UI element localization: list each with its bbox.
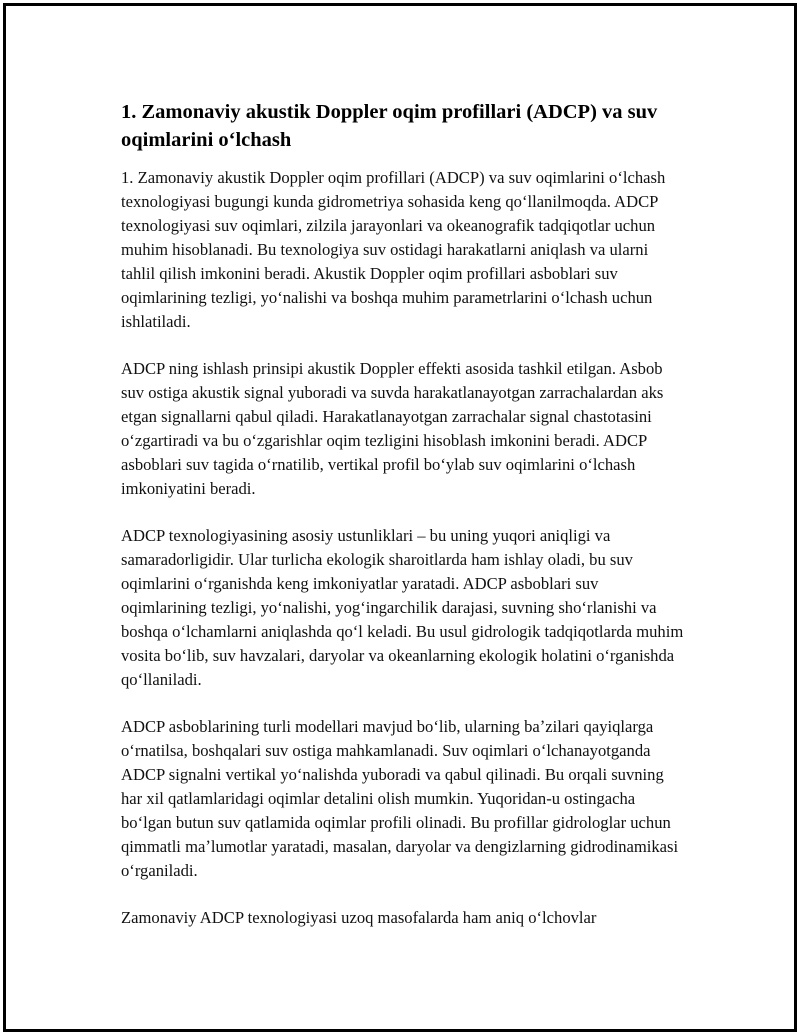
document-title: 1. Zamonaviy akustik Doppler oqim profillari (ADCP) va suv oqimlarini oʻlchash bbox=[121, 101, 658, 151]
paragraph: ADCP texnologiyasining asosiy ustunliklari – bu uning yuqori aniqligi va samaradorligidir. Ular turlicha ekologik sharoitlarda ham ishlay oladi, bu suv oqimlarini oʻrganishda keng imkoniyatlar yaratadi. ADCP asboblari suv oqimlarining tezligi, yoʻnalishi, yogʻingarchilik darajasi, suvning shoʻrlanishi va boshqa oʻlchamlarni aniqlashda qoʻl keladi. Bu usul gidrologik tadqiqotlarda muhim vosita boʻlib, suv havzalari, daryolar va okeanlarning ekologik holatini oʻrganishda qoʻllaniladi. bbox=[121, 526, 684, 689]
paragraph: Zamonaviy ADCP texnologiyasi uzoq masofalarda ham aniq oʻlchovlar bbox=[121, 908, 597, 927]
paragraph: 1. Zamonaviy akustik Doppler oqim profillari (ADCP) va suv oqimlarini oʻlchash texnologiyasi bugungi kunda gidrometriya sohasida keng qoʻllanilmoqda. ADCP texnologiyasi suv oqimlari, zilzila jarayonlari va okeanografik tadqiqotlar uchun muhim hisoblanadi. Bu texnologiya suv ostidagi harakatlarni aniqlash va ularni tahlil qilish imkonini beradi. Akustik Doppler oqim profillari asboblari suv oqimlarining tezligi, yoʻnalishi va boshqa muhim parametrlarini oʻlchash uchun ishlatiladi. bbox=[121, 168, 666, 331]
paragraph: ADCP asboblarining turli modellari mavjud boʻlib, ularning baʼzilari qayiqlarga oʻrnatilsa, boshqalari suv ostiga mahkamlanadi. Suv oqimlari oʻlchanayotganda ADCP signalni vertikal yoʻnalishda yuboradi va qabul qilinadi. Bu orqali suvning har xil qatlamlaridagi oqimlar detalini olish mumkin. Yuqoridan-u ostingacha boʻlgan butun suv qatlamida oqimlar profili olinadi. Bu profillar gidrologlar uchun qimmatli maʼlumotlar yaratadi, masalan, daryolar va dengizlarning gidrodinamikasi oʻrganiladi. bbox=[121, 717, 679, 880]
document-body bbox=[121, 98, 686, 930]
paragraph: ADCP ning ishlash prinsipi akustik Doppler effekti asosida tashkil etilgan. Asbob suv ostiga akustik signal yuboradi va suvda harakatlanayotgan zarrachalardan aks etgan signallarni qabul qiladi. Harakatlanayotgan zarrachalar signal chastotasini oʻzgartiradi va bu oʻzgarishlar oqim tezligini hisoblash imkonini beradi. ADCP asboblari suv tagida oʻrnatilib, vertikal profil boʻylab suv oqimlarini oʻlchash imkoniyatini beradi. bbox=[121, 359, 664, 498]
document-page bbox=[3, 3, 797, 1032]
